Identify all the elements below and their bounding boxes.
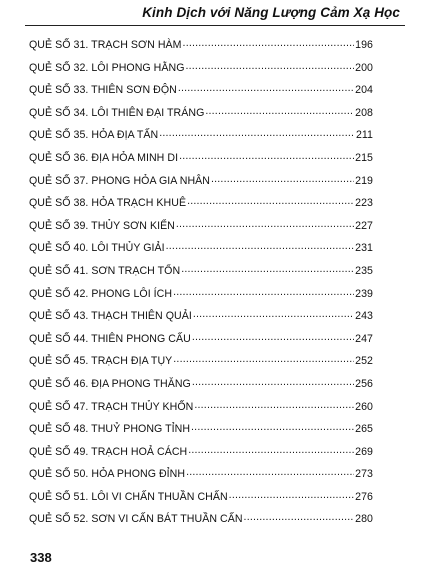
toc-entry <box>29 490 373 513</box>
toc-entry-page: 227 <box>355 219 373 232</box>
toc-entry-page: 252 <box>355 355 373 368</box>
toc-entry-page: 273 <box>355 468 373 481</box>
toc-entry-title: QUẺ SỐ 44. THIÊN PHONG CẤU <box>29 332 191 345</box>
toc-entry-title: QUẺ SỐ 37. PHONG HỎA GIA NHÂN <box>29 174 210 187</box>
dot-leader <box>188 445 354 455</box>
toc-entry-title: QUẺ SỐ 50. HỎA PHONG ĐỈNH <box>29 468 186 481</box>
dot-leader <box>187 196 354 206</box>
toc-entry-title: QUẺ SỐ 45. TRẠCH ĐỊA TỤY <box>29 355 173 368</box>
toc-entry <box>29 219 373 242</box>
toc-entry-title: QUẺ SỐ 35. HỎA ĐỊA TẤN <box>29 129 159 142</box>
toc-entry-page: 239 <box>355 287 373 300</box>
toc-entry <box>29 61 373 84</box>
toc-entry <box>29 174 373 197</box>
toc-entry-title: QUẺ SỐ 49. TRẠCH HOẢ CÁCH <box>29 445 188 458</box>
toc-entry-page: 235 <box>355 264 373 277</box>
toc-entry-page: 215 <box>355 151 373 164</box>
toc-entry <box>29 196 373 219</box>
dot-leader <box>192 332 354 342</box>
table-of-contents <box>29 38 373 535</box>
header-rule <box>25 25 405 26</box>
dot-leader <box>192 377 354 387</box>
toc-entry <box>29 512 373 535</box>
toc-entry-page: 211 <box>355 129 373 142</box>
toc-entry-title: QUẺ SỐ 31. TRẠCH SƠN HÀM <box>29 39 182 51</box>
toc-entry <box>29 83 373 106</box>
dot-leader <box>178 83 354 93</box>
toc-entry-page: 276 <box>355 490 373 503</box>
dot-leader <box>181 264 354 274</box>
toc-entry <box>29 287 373 310</box>
toc-entry-page: 256 <box>355 377 373 390</box>
dot-leader <box>183 38 355 48</box>
toc-entry-title: QUẺ SỐ 39. THỦY SƠN KIỂN <box>29 219 175 232</box>
running-header: Kinh Dịch với Năng Lượng Cảm Xạ Học <box>142 5 400 20</box>
dot-leader <box>176 219 354 229</box>
toc-entry-page: 200 <box>355 61 373 74</box>
toc-entry <box>29 106 373 129</box>
toc-entry-page: 204 <box>355 84 373 97</box>
toc-entry <box>29 264 373 287</box>
toc-entry <box>29 422 373 445</box>
toc-entry <box>29 445 373 468</box>
toc-entry-title: QUẺ SỐ 47. TRẠCH THỦY KHỐN <box>29 400 194 413</box>
toc-entry-title: QUẺ SỐ 38. HỎA TRẠCH KHUÊ <box>29 197 187 210</box>
toc-entry-page: 243 <box>355 310 373 323</box>
toc-entry <box>29 38 373 61</box>
toc-entry-title: QUẺ SỐ 43. THẠCH THIÊN QUẢI <box>29 310 192 323</box>
toc-entry <box>29 467 373 490</box>
toc-entry-title: QUẺ SỐ 41. SƠN TRẠCH TỔN <box>29 264 181 277</box>
dot-leader <box>205 106 354 116</box>
toc-entry <box>29 309 373 332</box>
toc-entry-page: 219 <box>355 174 373 187</box>
dot-leader <box>229 490 355 500</box>
dot-leader <box>194 400 354 410</box>
dot-leader <box>186 61 355 71</box>
toc-entry <box>29 332 373 355</box>
toc-entry-page: 223 <box>355 197 373 210</box>
dot-leader <box>211 174 354 184</box>
toc-entry-page: 247 <box>355 332 373 345</box>
toc-entry <box>29 128 373 151</box>
toc-entry-title: QUẺ SỐ 51. LÔI VI CHẤN THUẦN CHẤN <box>29 490 228 503</box>
page-number: 338 <box>30 550 52 565</box>
toc-entry-page: 196 <box>355 39 373 51</box>
dot-leader <box>179 151 354 161</box>
dot-leader <box>186 467 354 477</box>
toc-entry-page: 208 <box>355 106 373 119</box>
toc-entry-title: QUẺ SỐ 33. THIÊN SƠN ĐỘN <box>29 84 177 97</box>
toc-entry-title: QUẺ SỐ 42. PHONG LÔI ÍCH <box>29 287 173 300</box>
toc-entry-title: QUẺ SỐ 40. LÔI THỦY GIẢI <box>29 242 165 255</box>
toc-entry <box>29 377 373 400</box>
toc-entry-page: 280 <box>355 513 373 526</box>
dot-leader <box>166 241 355 251</box>
toc-entry-title: QUẺ SỐ 32. LÔI PHONG HẰNG <box>29 61 185 74</box>
toc-entry <box>29 400 373 423</box>
toc-entry <box>29 151 373 174</box>
toc-entry-title: QUẺ SỐ 46. ĐỊA PHONG THĂNG <box>29 377 191 390</box>
dot-leader <box>191 422 354 432</box>
toc-entry-page: 269 <box>355 445 373 458</box>
toc-entry-title: QUẺ SỐ 36. ĐỊA HỎA MINH DI <box>29 151 179 164</box>
dot-leader <box>173 354 354 364</box>
toc-entry-title: QUẺ SỐ 34. LÔI THIÊN ĐẠI TRÁNG <box>29 106 205 119</box>
toc-entry-title: QUẺ SỐ 52. SƠN VI CẤN BÁT THUẦN CẤN <box>29 513 243 526</box>
toc-entry-page: 265 <box>355 423 373 436</box>
toc-entry-title: QUẺ SỐ 48. THUỶ PHONG TỈNH <box>29 423 191 436</box>
toc-entry-page: 231 <box>355 242 373 255</box>
dot-leader <box>159 128 355 138</box>
toc-entry <box>29 354 373 377</box>
toc-entry <box>29 241 373 264</box>
dot-leader <box>173 287 354 297</box>
dot-leader <box>193 309 354 319</box>
toc-entry-page: 260 <box>355 400 373 413</box>
dot-leader <box>244 512 355 522</box>
